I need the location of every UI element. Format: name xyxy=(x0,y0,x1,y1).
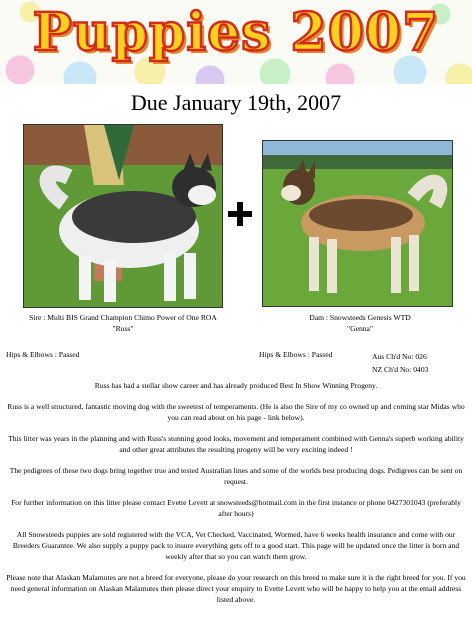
dam-hips: Hips & Elbows : Passed xyxy=(259,350,333,359)
litter-description xyxy=(6,380,466,615)
plus-icon xyxy=(228,202,252,226)
dam-title: Dam : Snowsteeds Genesis WTD xyxy=(309,313,411,322)
sire-dog-image xyxy=(24,125,223,308)
sire-nickname: "Russ" xyxy=(112,324,134,333)
dam-nickname: "Genna" xyxy=(346,324,374,333)
sire-title: Sire : Multi BIS Grand Champion Chimo Power of One ROA xyxy=(29,313,217,322)
paragraph: Russ is a well structured, fantastic moving dog with the sweetest of temperaments. (He is also the Sire of my co owned up and coming star Midas who you can read about on his page - link below). xyxy=(7,402,465,422)
banner-title: Puppies 2007 xyxy=(32,2,440,63)
dam-chd xyxy=(372,350,428,376)
sire-photo xyxy=(23,124,223,308)
paragraph: Russ has had a stellar show career and has already produced Best In Show Winning Progeny. xyxy=(94,381,378,390)
paragraph: The pedigrees of these two dogs bring together true and tested Australian lines and some of the worlds best producing dogs. Pedigrees can be sent on request. xyxy=(9,466,463,486)
paragraph: This litter was years in the planning and with Russ's stunning good looks, movement and temperament combined with Genna's superb working ability and other great attributes the resulting progeny will be very exciting indeed ! xyxy=(8,434,464,454)
dam-aus-chd: Aus Ch'd No: 026 xyxy=(372,352,427,361)
due-date-heading: Due January 19th, 2007 xyxy=(130,90,342,115)
dam-dog-image xyxy=(263,141,453,307)
sire-caption xyxy=(0,312,246,334)
dam-caption xyxy=(248,312,472,334)
paragraph: Please note that Alaskan Malamutes are not a breed for everyone, please do your research on this breed to make sure it is the right breed for you. If you need general information on Alaskan Malamutes then please direct your enquiry to Evette Levett who will be happy to help you at the email address listed above. xyxy=(6,573,466,604)
dam-photo xyxy=(262,140,453,307)
paragraph: For further information on this litter please contact Evette Levett at snowsteeds@hotmail.com in the first instance or phone 0427301043 (preferably after hours) xyxy=(11,498,461,518)
banner xyxy=(0,0,472,84)
paragraph: All Snowsteeds puppies are sold registered with the VCA, Vet Checked, Vaccinated, Wormed, have 6 weeks health insurance and come with our Breeders Guarantee. We also supply a puppy pack to insure everything gets off to a good start. This page will be updated once the litter is born and weekly after that so you can watch them grow. xyxy=(12,530,460,561)
sire-hips: Hips & Elbows : Passed xyxy=(6,350,80,359)
dam-nz-chd: NZ Ch'd No: 0403 xyxy=(372,365,429,374)
